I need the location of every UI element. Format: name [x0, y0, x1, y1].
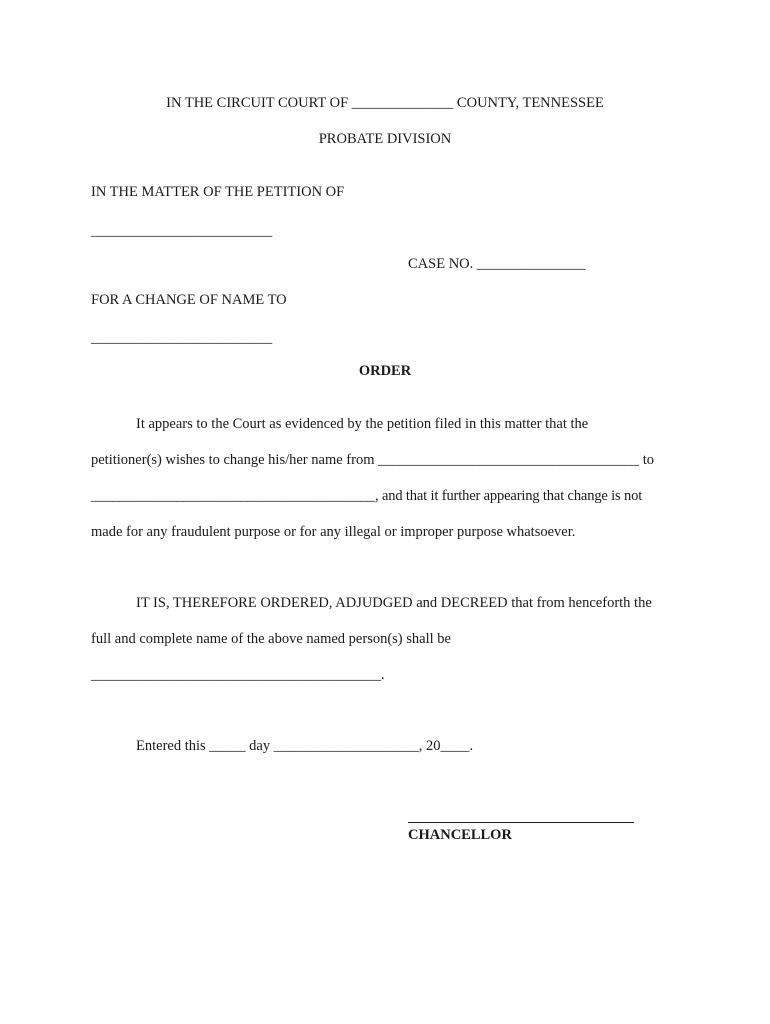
- case-number-field: CASE NO. _______________: [408, 256, 586, 272]
- finding-paragraph-line-3: ________________________________________, and that it further appearing that change is not: [91, 488, 643, 504]
- decreed-name-blank: ________________________________________.: [91, 667, 385, 683]
- matter-of-label: IN THE MATTER OF THE PETITION OF: [91, 184, 345, 200]
- division-heading: PROBATE DIVISION: [318, 131, 452, 147]
- petitioner-name-blank: _________________________: [91, 223, 273, 239]
- finding-paragraph-line-2: petitioner(s) wishes to change his/her name from ____________________________________ to: [91, 452, 655, 468]
- change-name-label: FOR A CHANGE OF NAME TO: [91, 292, 287, 308]
- order-title: ORDER: [358, 363, 412, 379]
- chancellor-title: CHANCELLOR: [408, 827, 512, 843]
- new-name-blank: _________________________: [91, 330, 273, 346]
- finding-paragraph-line-4: made for any fraudulent purpose or for any illegal or improper purpose whatsoever.: [91, 524, 576, 540]
- court-heading: IN THE CIRCUIT COURT OF ______________ COUNTY, TENNESSEE: [166, 95, 604, 111]
- signature-line: [408, 822, 634, 823]
- decree-paragraph-line-1: IT IS, THEREFORE ORDERED, ADJUDGED and DECREED that from henceforth the: [136, 595, 652, 611]
- finding-paragraph-line-1: It appears to the Court as evidenced by the petition filed in this matter that the: [136, 416, 589, 432]
- decree-paragraph-line-2: full and complete name of the above named person(s) shall be: [91, 631, 451, 647]
- entered-date-line: Entered this _____ day ____________________, 20____.: [136, 738, 474, 754]
